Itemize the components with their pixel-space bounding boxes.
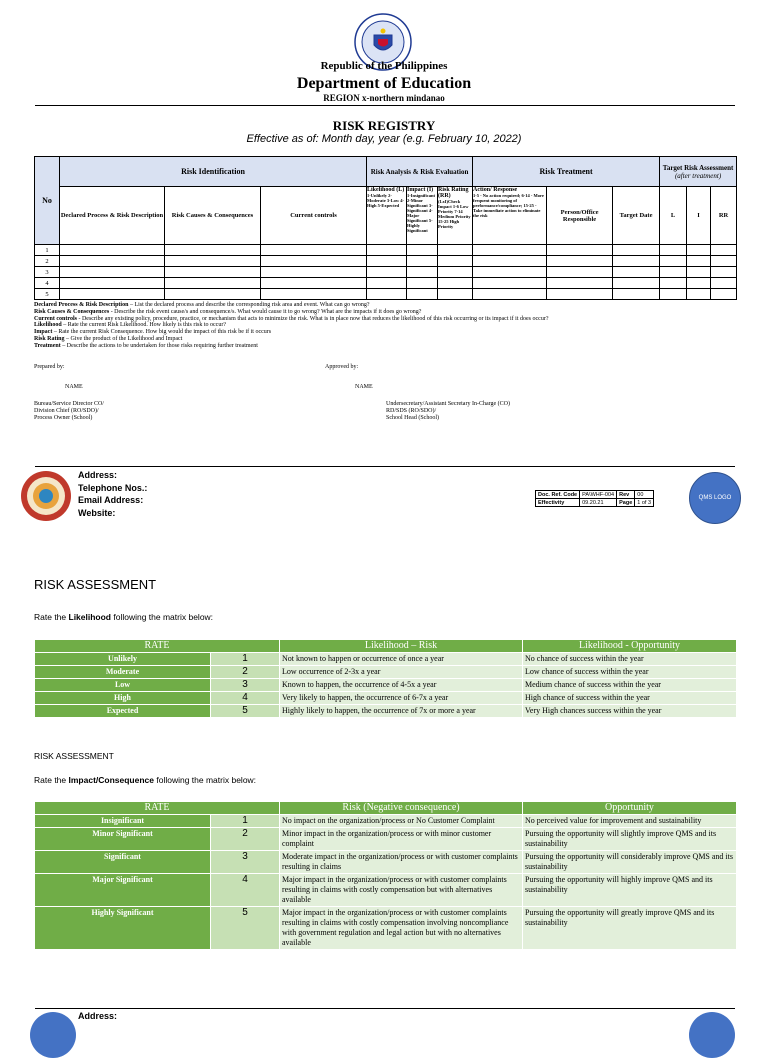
risk-analysis-header: Risk Analysis & Risk Evaluation (367, 157, 473, 187)
table-row (35, 245, 737, 256)
rev-label: Rev (617, 491, 635, 499)
qms-logo-placeholder-2 (689, 1012, 735, 1058)
table-cell[interactable] (261, 256, 367, 267)
impact-title: Impact (I) (407, 187, 434, 193)
table-cell[interactable] (407, 256, 438, 267)
table-cell[interactable] (473, 256, 547, 267)
impact-matrix-table (34, 801, 737, 950)
table-cell[interactable] (660, 278, 687, 289)
risk-description: Major impact in the organization/process or with customer complaints resulting in claims with costly compensation involving noncompliance with government regulation and legal action but with no alternatives available (280, 907, 523, 950)
document-reference-table (535, 490, 654, 507)
table-row (35, 705, 737, 718)
table-cell[interactable] (261, 278, 367, 289)
intro-post: following the matrix below: (111, 612, 214, 622)
rate-label: Unlikely (35, 653, 211, 666)
table-cell[interactable] (711, 278, 737, 289)
table-row (35, 679, 737, 692)
risk-treatment-header: Risk Treatment (473, 157, 660, 187)
table-row (35, 256, 737, 267)
definition-line (34, 343, 734, 350)
approved-name: NAME (355, 384, 373, 390)
definition-text: – List the declared process and describe the corresponding risk area and event. What can go wrong? (128, 302, 370, 308)
likelihood-matrix-table (34, 639, 737, 718)
action-legend: 1-5 - No action required; 6-14 - More frequent monitoring of performance/compliance; 15-25 - Take immediate action to eliminate the risk (473, 193, 544, 218)
action-response-title: Action/ Response (473, 187, 518, 193)
table-cell[interactable] (687, 267, 711, 278)
footer-divider (35, 466, 735, 467)
approved-title-line: Undersecretary/Assistant Secretary In-Charge (CO) (386, 401, 511, 407)
col-l-header: L (660, 187, 687, 245)
table-cell[interactable] (407, 278, 438, 289)
rate-label: Expected (35, 705, 211, 718)
table-row (35, 874, 737, 907)
table-cell[interactable] (165, 256, 261, 267)
opportunity-description: No perceived value for improvement and sustainability (523, 815, 737, 828)
definition-line (34, 336, 734, 343)
effectivity-label: Effectivity (536, 499, 580, 507)
table-cell[interactable] (711, 256, 737, 267)
row-number: 2 (35, 256, 60, 267)
target-risk-header (660, 157, 737, 187)
table-cell[interactable] (165, 278, 261, 289)
risk-description: Major impact in the organization/process or with customer complaints resulting in claims with costly compensation but with alternatives available (280, 874, 523, 907)
rate-label: Major Significant (35, 874, 211, 907)
rate-label: High (35, 692, 211, 705)
table-cell[interactable] (660, 256, 687, 267)
likelihood-header (367, 187, 407, 245)
table-cell[interactable] (165, 245, 261, 256)
table-cell[interactable] (613, 245, 660, 256)
rate-number: 2 (211, 828, 280, 851)
opportunity-description: Pursuing the opportunity will highly improve QMS and its sustainability (523, 874, 737, 907)
definition-text: - Describe the risk event cause/s and consequence/s. What would cause it to go wrong? What are the impacts if it does go wrong? (109, 308, 422, 315)
definition-text: – Rate the current Risk Likelihood. How likely is this risk to occur? (61, 322, 226, 329)
rate-number: 5 (211, 907, 280, 950)
table-row (35, 653, 737, 666)
table-row (35, 828, 737, 851)
table-cell[interactable] (613, 278, 660, 289)
table-cell[interactable] (60, 256, 165, 267)
prepared-title-line: Division Chief (RO/SDO)/ (34, 407, 99, 414)
rate-number: 5 (211, 705, 280, 718)
website-label: Website: (78, 507, 116, 518)
table-cell[interactable] (261, 267, 367, 278)
table-cell[interactable] (60, 245, 165, 256)
table-cell[interactable] (687, 245, 711, 256)
table-cell[interactable] (660, 267, 687, 278)
opportunity-header: Opportunity (523, 802, 737, 815)
table-cell[interactable] (547, 245, 613, 256)
footer-divider-2 (35, 1008, 735, 1009)
intro-pre: Rate the (34, 775, 69, 785)
risk-identification-header: Risk Identification (60, 157, 367, 187)
table-row (35, 289, 737, 300)
risk-rating-legend: (LxI)Check Impact 1-6 Low Priority 7-14 Medium Priority 15-25 High Priority (438, 199, 471, 229)
table-cell[interactable] (261, 245, 367, 256)
opportunity-description: Pursuing the opportunity will greatly improve QMS and its sustainability (523, 907, 737, 950)
definition-term: Current controls (34, 315, 77, 322)
action-response-header (473, 187, 547, 245)
current-controls-header: Current controls (261, 187, 367, 245)
definition-term: Risk Causes & Consequences (34, 308, 110, 315)
approved-title-line: School Head (School) (386, 414, 439, 421)
table-cell[interactable] (165, 267, 261, 278)
rate-number: 4 (211, 874, 280, 907)
prepared-name: NAME (65, 384, 83, 390)
address-label-2: Address: (78, 1011, 118, 1021)
opportunity-description: Very High chances success within the year (523, 705, 737, 718)
effective-date: Effective as of: Month day, year (e.g. February 10, 2022) (246, 133, 522, 145)
table-cell[interactable] (473, 289, 547, 300)
intro-bold: Likelihood (68, 612, 111, 622)
prepared-by-label: Prepared by: (34, 364, 65, 370)
header-divider (35, 105, 735, 106)
telephone-label: Telephone Nos.: (78, 482, 148, 493)
table-cell[interactable] (473, 278, 547, 289)
target-risk-label: Target Risk Assessment (662, 163, 734, 172)
address-label: Address: (78, 470, 118, 480)
table-cell[interactable] (438, 256, 473, 267)
table-cell[interactable] (613, 289, 660, 300)
table-cell[interactable] (438, 267, 473, 278)
effectivity-value: 09.20.21 (580, 499, 617, 507)
table-cell[interactable] (547, 289, 613, 300)
risk-negative-header: Risk (Negative consequence) (280, 802, 523, 815)
table-cell[interactable] (367, 278, 407, 289)
row-number: 5 (35, 289, 60, 300)
table-cell[interactable] (711, 245, 737, 256)
likelihood-opportunity-header: Likelihood - Opportunity (523, 640, 737, 653)
risk-assessment-heading: RISK ASSESSMENT (34, 577, 157, 592)
col-no-header: No (35, 157, 60, 245)
table-cell[interactable] (547, 278, 613, 289)
risk-registry-table (34, 156, 737, 300)
rate-number: 2 (211, 666, 280, 679)
row-number: 4 (35, 278, 60, 289)
rate-number: 1 (211, 815, 280, 828)
page-label: Page (617, 499, 635, 507)
risk-rating-header (438, 187, 473, 245)
table-row (35, 267, 737, 278)
table-cell[interactable] (613, 267, 660, 278)
table-cell[interactable] (547, 256, 613, 267)
table-cell[interactable] (687, 278, 711, 289)
table-cell[interactable] (473, 267, 547, 278)
rate-label: Low (35, 679, 211, 692)
table-cell[interactable] (473, 245, 547, 256)
opportunity-description: Pursuing the opportunity will considerably improve QMS and its sustainability (523, 851, 737, 874)
table-cell[interactable] (367, 267, 407, 278)
rate-header: RATE (35, 802, 280, 815)
risk-description: Minor impact in the organization/process or with minor customer complaint (280, 828, 523, 851)
table-row (35, 907, 737, 950)
definition-text: - Describe any existing policy, procedure, practice, or mechanism that acts to minimize the risk. What is in place now that reduces the likelihood of this risk occurring or its impact if it does occur? (76, 315, 549, 322)
risk-description: Highly likely to happen, the occurrence of 7x or more a year (280, 705, 523, 718)
col-rr-header: RR (711, 187, 737, 245)
impact-legend: 1-Insignificant 2-Minor Significant 3-Significant 4-Major Significant 5-Highly Significant (407, 193, 436, 233)
definition-line (34, 309, 734, 316)
prepared-title-line: Process Owner (School) (34, 414, 93, 421)
rate-number: 3 (211, 679, 280, 692)
risk-assessment-heading-2: RISK ASSESSMENT (34, 751, 114, 761)
prepared-titles (34, 401, 104, 421)
likelihood-legend: 1-Unlikely 2-Moderate 3-Low 4-High 5-Expected (367, 193, 405, 208)
table-cell[interactable] (687, 256, 711, 267)
division-seal-logo (20, 470, 72, 522)
approved-by-label: Approved by: (325, 364, 359, 370)
intro-bold: Impact/Consequence (68, 775, 154, 785)
region-name: REGION x-northern mindanao (323, 93, 445, 103)
rate-number: 1 (211, 653, 280, 666)
risk-causes-header: Risk Causes & Consequences (165, 187, 261, 245)
row-number: 3 (35, 267, 60, 278)
definition-line (34, 302, 734, 309)
rate-label: Insignificant (35, 815, 211, 828)
opportunity-description: No chance of success within the year (523, 653, 737, 666)
approved-title-line: RD/SDS (RO/SDO)/ (386, 407, 437, 414)
table-row (35, 851, 737, 874)
prepared-title-line: Bureau/Service Director CO/ (34, 401, 104, 407)
rate-header: RATE (35, 640, 280, 653)
risk-rating-title: Risk Rating (RR) (438, 187, 469, 199)
impact-header (407, 187, 438, 245)
opportunity-description: Pursuing the opportunity will slightly improve QMS and its sustainability (523, 828, 737, 851)
country-name: Republic of the Philippines (320, 60, 448, 72)
table-row (35, 278, 737, 289)
table-row (35, 666, 737, 679)
risk-description: No impact on the organization/process or No Customer Complaint (280, 815, 523, 828)
definition-text: – Describe the actions to be undertaken for those risks requiring further treatment (60, 342, 258, 349)
definition-text: – Give the product of the Likelihood and Impact (64, 335, 183, 342)
likelihood-intro (34, 612, 213, 622)
table-cell[interactable] (660, 289, 687, 300)
email-label: Email Address: (78, 495, 144, 505)
impact-intro (34, 775, 256, 785)
table-cell[interactable] (165, 289, 261, 300)
opportunity-description: Medium chance of success within the year (523, 679, 737, 692)
definition-term: Risk Rating (34, 335, 65, 342)
table-cell[interactable] (367, 245, 407, 256)
risk-description: Known to happen, the occurrence of 4-5x a year (280, 679, 523, 692)
intro-post: following the matrix below: (154, 775, 257, 785)
row-number: 1 (35, 245, 60, 256)
person-office-header: Person/Office Responsible (547, 187, 613, 245)
rate-label: Moderate (35, 666, 211, 679)
opportunity-description: High chance of success within the year (523, 692, 737, 705)
risk-description: Very likely to happen, the occurrence of 6-7x a year (280, 692, 523, 705)
table-cell[interactable] (438, 289, 473, 300)
risk-description: Moderate impact in the organization/process or with customer complaints resulting in claims (280, 851, 523, 874)
table-cell[interactable] (261, 289, 367, 300)
rate-number: 3 (211, 851, 280, 874)
rate-label: Highly Significant (35, 907, 211, 950)
table-cell[interactable] (367, 289, 407, 300)
definition-term: Likelihood (34, 322, 62, 329)
rev-value: 00 (635, 491, 654, 499)
risk-description: Not known to happen or occurrence of once a year (280, 653, 523, 666)
definition-text: – Rate the current Risk Consequence. How big would the impact of this risk be if it occurs (52, 329, 272, 336)
opportunity-description: Low chance of success within the year (523, 666, 737, 679)
approved-titles (386, 401, 510, 421)
table-cell[interactable] (711, 289, 737, 300)
rate-number: 4 (211, 692, 280, 705)
definition-line (34, 329, 734, 336)
table-cell[interactable] (367, 256, 407, 267)
col-i-header: I (687, 187, 711, 245)
table-cell[interactable] (613, 256, 660, 267)
page-title: RISK REGISTRY (332, 118, 436, 133)
table-cell[interactable] (547, 267, 613, 278)
table-cell[interactable] (60, 267, 165, 278)
table-cell[interactable] (438, 278, 473, 289)
table-cell[interactable] (407, 289, 438, 300)
rate-label: Significant (35, 851, 211, 874)
definition-term: Treatment (34, 342, 61, 349)
definition-line (34, 316, 734, 323)
doc-ref-label: Doc. Ref. Code (536, 491, 580, 499)
definitions-block (34, 302, 734, 350)
target-date-header: Target Date (613, 187, 660, 245)
table-cell[interactable] (711, 267, 737, 278)
table-cell[interactable] (60, 278, 165, 289)
likelihood-title: Likelihood (L) (367, 187, 405, 193)
declared-process-header: Declared Process & Risk Description (60, 187, 165, 245)
division-logo-placeholder (30, 1012, 76, 1058)
table-cell[interactable] (687, 289, 711, 300)
intro-pre: Rate the (34, 612, 69, 622)
page-value: 1 of 3 (635, 499, 654, 507)
definition-term: Declared Process & Risk Description (34, 302, 129, 308)
footer-contact-block (78, 469, 147, 519)
table-cell[interactable] (60, 289, 165, 300)
likelihood-risk-header: Likelihood – Risk (280, 640, 523, 653)
risk-description: Low occurrence of 2-3x a year (280, 666, 523, 679)
table-cell[interactable] (407, 267, 438, 278)
after-treatment-label: (after treatment) (674, 171, 722, 180)
table-row (35, 815, 737, 828)
table-cell[interactable] (660, 245, 687, 256)
table-cell[interactable] (407, 245, 438, 256)
doc-ref-value: PA\WHF-004 (580, 491, 617, 499)
qms-logo-placeholder: QMS LOGO (689, 472, 741, 524)
definition-term: Impact (34, 329, 53, 336)
table-row (35, 692, 737, 705)
table-cell[interactable] (438, 245, 473, 256)
department-name: Department of Education (296, 75, 472, 92)
rate-label: Minor Significant (35, 828, 211, 851)
